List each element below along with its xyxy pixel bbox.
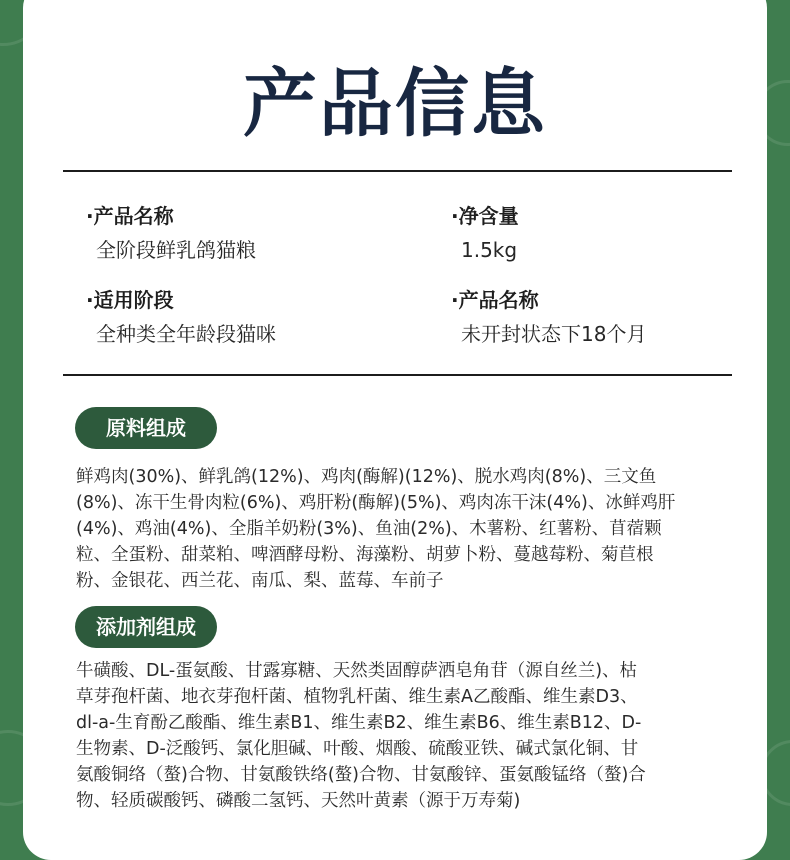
- additives-heading-badge: 添加剂组成: [75, 606, 217, 648]
- additives-line: 氨酸铜络（螯)合物、甘氨酸铁络(螯)合物、甘氨酸锌、蛋氨酸锰络（螯)合: [76, 765, 646, 785]
- additives-line: 牛磺酸、DL-蛋氨酸、甘露寡糖、天然类固醇萨洒皂角苷（源自丝兰)、枯: [76, 661, 638, 681]
- info-net-weight: [451, 203, 519, 263]
- ingredients-line: 粒、全蛋粉、甜菜粕、啤酒酵母粉、海藻粉、胡萝卜粉、蔓越莓粉、菊苣根: [76, 545, 654, 565]
- info-label: ·产品名称: [86, 204, 174, 228]
- additives-line: 物、轻质碳酸钙、磷酸二氢钙、天然叶黄素（源于万寿菊): [76, 791, 521, 811]
- info-label: ·净含量: [451, 204, 519, 228]
- additives-line: 草芽孢杆菌、地衣芽孢杆菌、植物乳杆菌、维生素A乙酸酯、维生素D3、: [76, 687, 638, 707]
- additives-line: 生物素、D-泛酸钙、氯化胆碱、叶酸、烟酸、硫酸亚铁、碱式氯化铜、甘: [76, 739, 639, 759]
- info-value: 全阶段鲜乳鸽猫粮: [96, 238, 256, 262]
- ingredients-text: [76, 464, 716, 594]
- ingredients-line: 粉、金银花、西兰花、南瓜、梨、蓝莓、车前子: [76, 571, 444, 591]
- additives-line: dl-a-生育酚乙酸酯、维生素B1、维生素B2、维生素B6、维生素B12、D-: [76, 713, 642, 733]
- info-value: 1.5kg: [461, 238, 518, 262]
- ingredients-line: 鲜鸡肉(30%)、鲜乳鸽(12%)、鸡肉(酶解)(12%)、脱水鸡肉(8%)、三文鱼: [76, 467, 657, 487]
- info-product-name: [86, 203, 256, 263]
- info-value: 全种类全年龄段猫咪: [96, 322, 276, 346]
- top-divider: [63, 170, 732, 172]
- info-label: ·产品名称: [451, 288, 539, 312]
- bottom-divider: [63, 374, 732, 376]
- info-value: 未开封状态下18个月: [461, 322, 647, 346]
- page-title: 产品信息: [243, 61, 547, 147]
- info-label: ·适用阶段: [86, 288, 174, 312]
- ingredients-line: (8%)、冻干生骨肉粒(6%)、鸡肝粉(酶解)(5%)、鸡肉冻干沫(4%)、冰鲜鸡肝: [76, 493, 676, 513]
- ingredients-heading-badge: 原料组成: [75, 407, 217, 449]
- info-life-stage: [86, 287, 276, 347]
- ingredients-line: (4%)、鸡油(4%)、全脂羊奶粉(3%)、鱼油(2%)、木薯粉、红薯粉、苜蓿颗: [76, 519, 662, 539]
- additives-text: [76, 658, 716, 814]
- info-shelf-life: [451, 287, 646, 347]
